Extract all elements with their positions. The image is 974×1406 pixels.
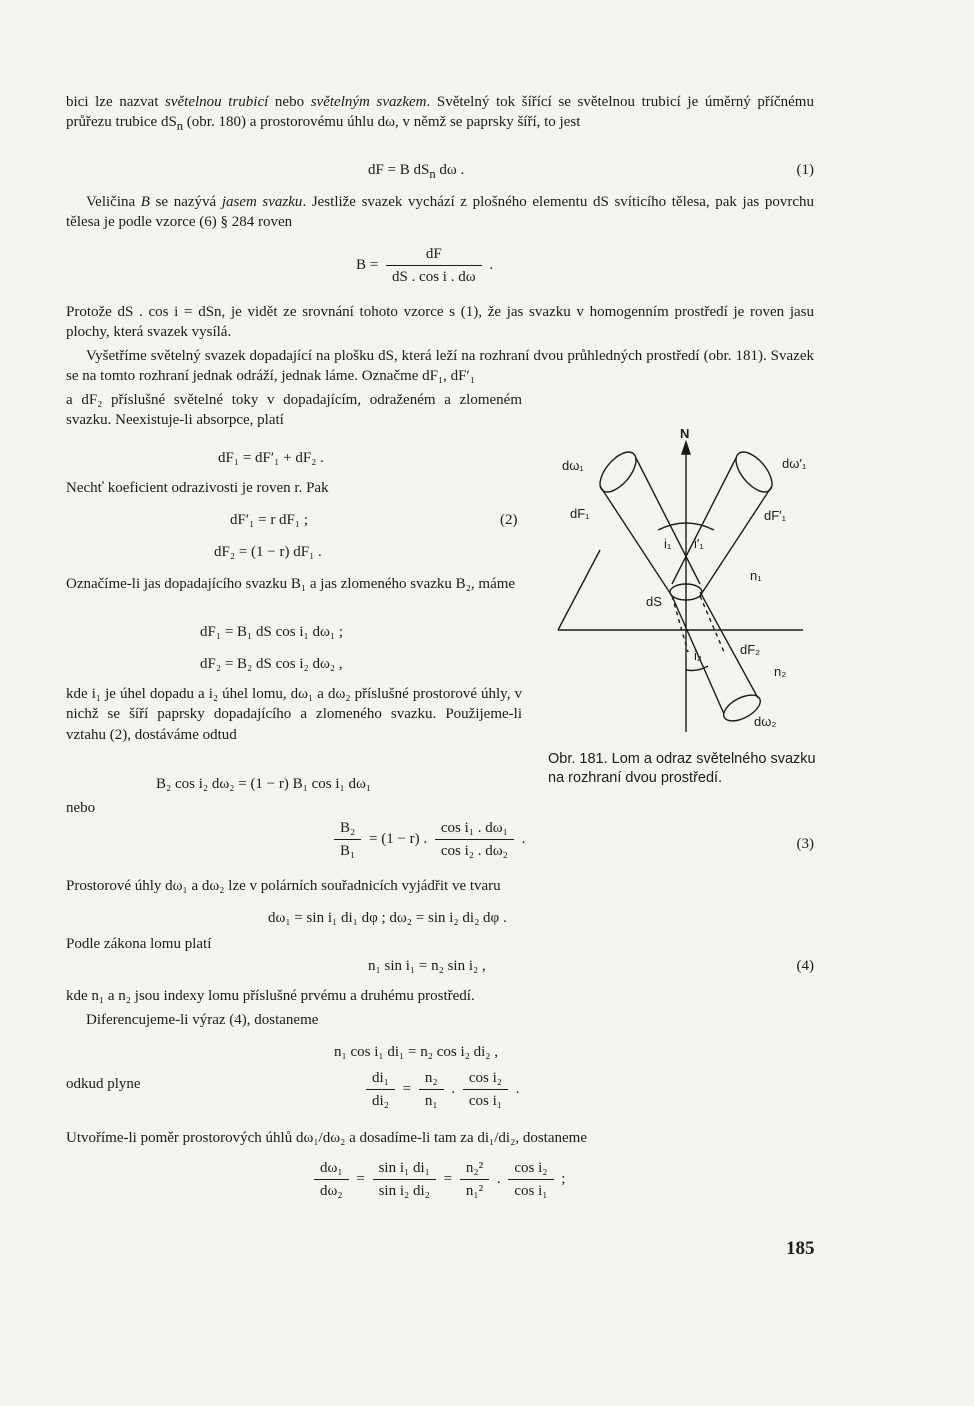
page-number: 185 xyxy=(786,1238,815,1259)
paragraph-odkud: odkud plyne xyxy=(66,1076,141,1092)
label-dF1: dF₁ xyxy=(570,506,590,521)
paragraph-nebo: nebo xyxy=(66,800,96,816)
label-dS: dS xyxy=(646,594,662,609)
paragraph-podle: Podle zákona lomu platí xyxy=(66,936,212,952)
paragraph-utvorime: Utvoříme-li poměr prostorových úhlů dω₁/dω₂ a dosadíme-li tam za di₁/di₂, dostaneme xyxy=(66,1130,587,1146)
paragraph-protoze: Protože dS . cos i = dSn, je vidět ze srovnání tohoto vzorce s (1), že jas svazku v homogenním prostředí je roven jasu plochy, která svazek vysílá. xyxy=(66,304,814,341)
equation-solid-angles: dω₁ = sin i₁ di₁ dφ ; dω₂ = sin i₂ di₂ dφ . xyxy=(268,910,507,926)
label-i1: i₁ xyxy=(664,536,672,551)
label-n1: n₁ xyxy=(750,568,762,583)
label-dw1p: dω′₁ xyxy=(782,456,807,471)
equation-2b: dF₂ = (1 − r) dF₁ . xyxy=(214,544,322,560)
reflected-tube-end xyxy=(729,446,778,498)
paragraph-oznacime: Označíme-li jas dopadajícího svazku B₁ a jas zlomeného svazku B₂, máme xyxy=(66,576,516,592)
equation-di-ratio: $\frac{\text{di₁}}{\text{di₂}}$ = $\frac{\text{n₂}}{\text{n₁}}$ . $\frac{\text{cos i₂}}{\text{cos i₁}}$ . xyxy=(362,1068,520,1112)
figure-caption: Obr. 181. Lom a odraz světelného svazku na rozhraní dvou prostředí. xyxy=(548,751,816,786)
equation-number-1: (1) xyxy=(796,162,814,178)
label-i1p: i′₁ xyxy=(694,536,704,551)
normal-arrow-icon xyxy=(682,442,690,454)
label-dF2: dF₂ xyxy=(740,642,761,657)
label-i2: i₂ xyxy=(694,648,702,663)
paragraph-prostorove: Prostorové úhly dω₁ a dω₂ lze v polárních souřadnicích vyjádřit ve tvaru xyxy=(66,878,501,894)
equation-brightness: B = $\frac{dF}{\text{dS . cos i . dω}}$ . xyxy=(356,246,494,286)
paragraph-jas: Veličina B se nazývá jasem svazku. Jestliže svazek vychází z plošného elementu dS svíticího tělesa, pak jas povrchu tělesa je podle vzorce (6) § 284 roven xyxy=(66,194,814,231)
equation-flux-1: dF₁ = B₁ dS cos i₁ dω₁ ; xyxy=(200,624,344,640)
label-dF1p: dF′₁ xyxy=(764,508,786,523)
label-N: N xyxy=(680,426,690,441)
equation-2a: dF′₁ = r dF₁ ; xyxy=(230,512,309,528)
equation-1: dF = B $dS_n$ dω . xyxy=(368,162,465,181)
paragraph-vysetrime: Vyšetříme světelný svazek dopadající na plošku dS, která leží na rozhraní dvou průhledných prostředí (obr. 181). Svazek se na tomto rozhraní jednak odráží, jednak láme. Označme dF₁, dF′₁ xyxy=(66,348,814,385)
equation-snell: n₁ sin i₁ = n₂ sin i₂ , xyxy=(368,958,486,974)
label-dw2: dω₂ xyxy=(754,714,777,729)
paragraph-toky: a dF₂ příslušné světelné toky v dopadajícím, odraženém a zlomeném svazku. Neexistuje-li absorpce, platí xyxy=(66,392,522,429)
label-dw1: dω₁ xyxy=(562,458,584,473)
equation-flux-2: dF₂ = B₂ dS cos i₂ dω₂ , xyxy=(200,656,343,672)
paragraph-koeficient: Nechť koeficient odrazivosti je roven r. Pak xyxy=(66,480,329,496)
equation-number-3: (3) xyxy=(796,836,814,852)
equation-number-4: (4) xyxy=(796,958,814,974)
incident-tube-end xyxy=(593,446,642,498)
equation-flux-sum: dF₁ = dF′₁ + dF₂ . xyxy=(218,450,324,466)
equation-3: $\frac{\text{B₂}}{\text{B₁}}$ = (1 − r) . $\frac{\text{cos i₁ . dω₁}}{\text{cos i₂ . dω₂}}$ . xyxy=(330,818,525,862)
equation-brightness-relation: B₂ cos i₂ dω₂ = (1 − r) B₁ cos i₁ dω₁ xyxy=(156,776,372,792)
paragraph-kde: kde i₁ je úhel dopadu a i₂ úhel lomu, dω₁ a dω₂ příslušné prostorové úhly, v nichž se šíří paprsky dopadajícího a zlomeného svazku. Použijeme-li vztahu (2), dostáváme odtud xyxy=(66,686,522,743)
equation-differential: n₁ cos i₁ di₁ = n₂ cos i₂ di₂ , xyxy=(334,1044,498,1060)
plane-edge xyxy=(558,550,600,630)
label-n2: n₂ xyxy=(774,664,787,679)
equation-number-2: (2) xyxy=(500,512,518,528)
paragraph-indexy: kde n₁ a n₂ jsou indexy lomu příslušné prvému a druhému prostředí. xyxy=(66,988,475,1004)
figure-refraction-reflection xyxy=(548,420,818,740)
paragraph-intro: bici lze nazvat světelnou trubicí nebo světelným svazkem. Světelný tok šířící se světelnou trubicí je úměrný příčnému průřezu trubice $dS_n$ (obr. 180) a prostorovému úhlu dω, v němž se paprsky šíří, to jest xyxy=(66,94,814,134)
paragraph-diferencujeme: Diferencujeme-li výraz (4), dostaneme xyxy=(86,1012,319,1028)
equation-omega-ratio: $\frac{\text{dω₁}}{\text{dω₂}}$ = $\frac{\text{sin i₁ di₁}}{\text{sin i₂ di₂}}$ = $\frac{\text{n₂²}}{\text{n₁²}}$ . $\frac{\text{cos i₂}}{\text{cos i₁}}$ ; xyxy=(310,1158,565,1202)
